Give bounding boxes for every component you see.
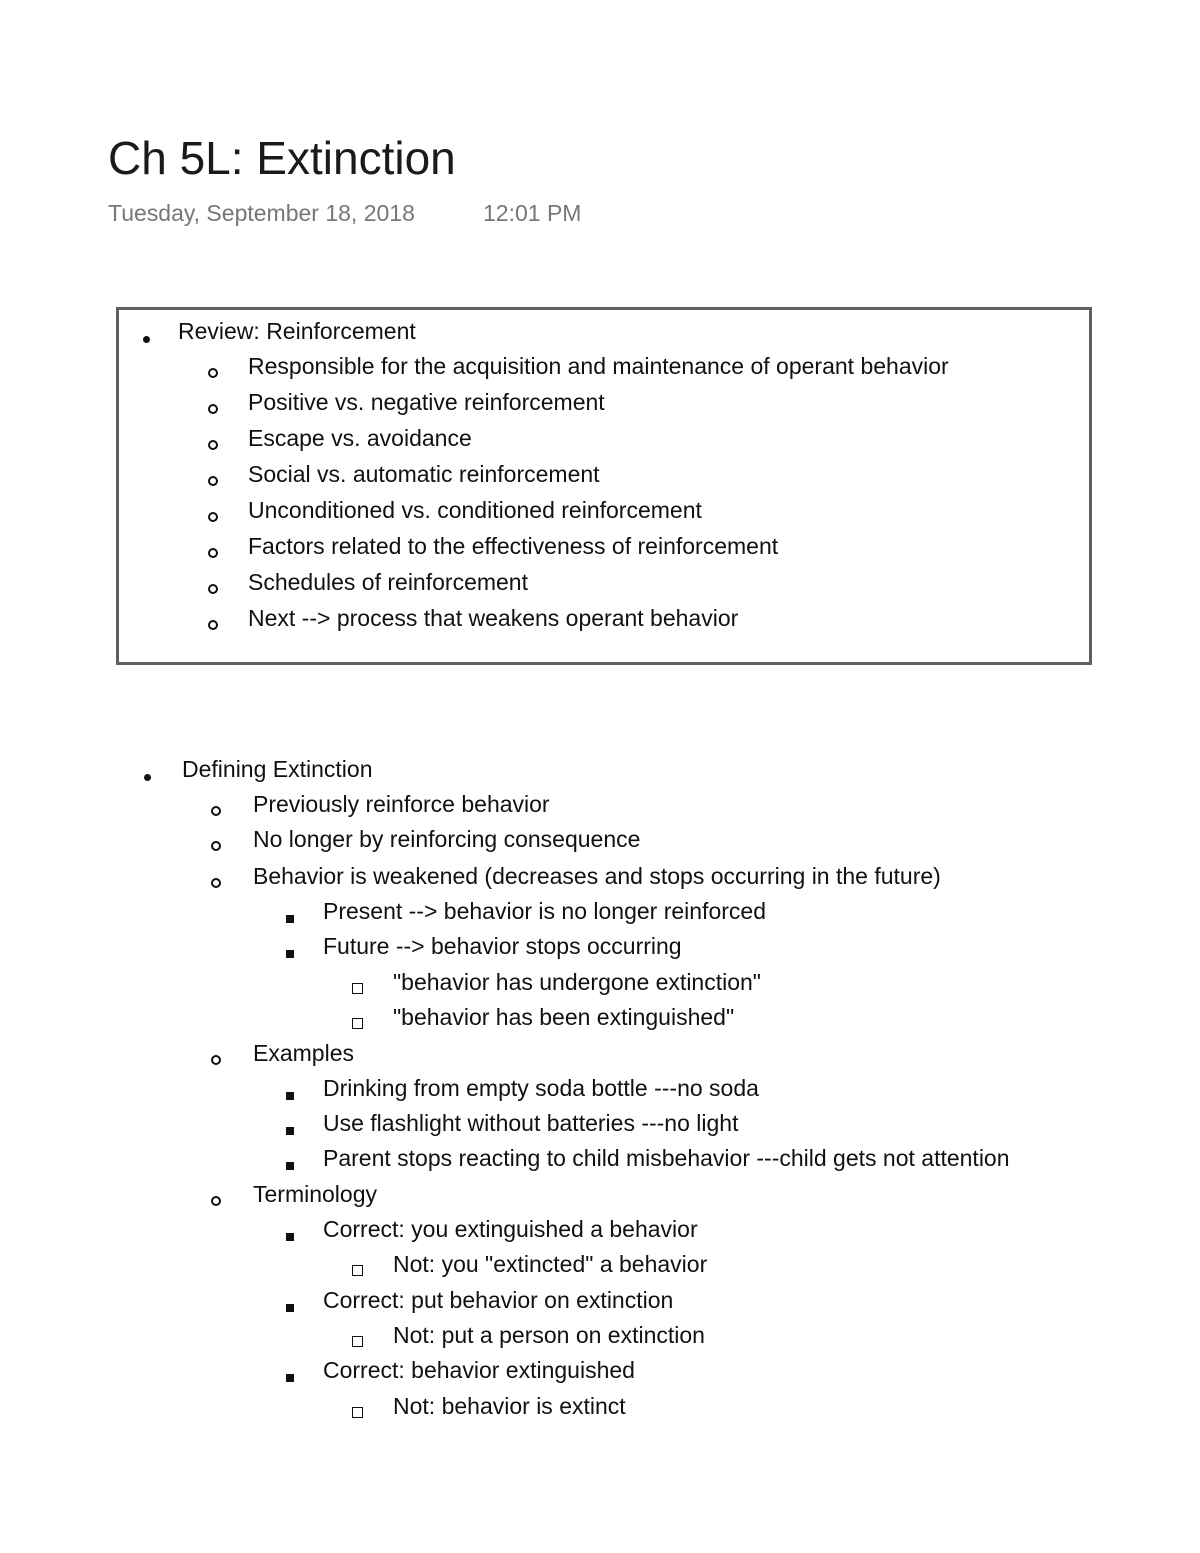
outline-item: Behavior is weakened (decreases and stops occurring in the future) [253,863,941,889]
bullet-hollow-square-icon [347,974,367,1006]
review-item: Responsible for the acquisition and maintenance of operant behavior [248,353,949,379]
review-item: Schedules of reinforcement [248,569,528,595]
bullet-square-icon [280,1362,300,1394]
outline-item: Correct: you extinguished a behavior [323,1216,698,1242]
bullet-circle-icon [203,610,223,642]
outline-item: Not: behavior is extinct [393,1393,626,1419]
bullet-circle-icon [206,1045,226,1077]
outline-item: "behavior has been extinguished" [393,1004,735,1030]
outline-item: Examples [253,1040,354,1066]
bullet-circle-icon [203,574,223,606]
review-item: Social vs. automatic reinforcement [248,461,600,487]
page-title: Ch 5L: Extinction [108,132,456,184]
outline-item: No longer by reinforcing consequence [253,826,641,852]
review-item: Next --> process that weakens operant behavior [248,605,739,631]
review-item: Unconditioned vs. conditioned reinforcement [248,497,702,523]
review-item: Positive vs. negative reinforcement [248,389,605,415]
bullet-circle-icon [203,394,223,426]
bullet-square-icon [280,903,300,935]
outline-item: Not: put a person on extinction [393,1322,705,1348]
outline-item: Correct: put behavior on extinction [323,1287,674,1313]
outline-item: Correct: behavior extinguished [323,1357,635,1383]
bullet-circle-icon [203,430,223,462]
review-item: Escape vs. avoidance [248,425,472,451]
note-date: Tuesday, September 18, 2018 [108,200,415,226]
section-heading: Defining Extinction [182,756,373,782]
page-bottom-margin [0,1440,1200,1553]
outline-item: Previously reinforce behavior [253,791,550,817]
bullet-dot-icon [137,761,157,793]
bullet-circle-icon [203,466,223,498]
bullet-circle-icon [206,1186,226,1218]
bullet-circle-icon [206,796,226,828]
outline-item: Present --> behavior is no longer reinforced [323,898,766,924]
bullet-circle-icon [203,538,223,570]
bullet-hollow-square-icon [347,1398,367,1430]
bullet-dot-icon [136,323,156,355]
outline-item: Terminology [253,1181,377,1207]
bullet-circle-icon [203,502,223,534]
note-time: 12:01 PM [483,200,582,226]
outline-item: Future --> behavior stops occurring [323,933,682,959]
bullet-circle-icon [203,358,223,390]
bullet-square-icon [280,1080,300,1112]
bullet-square-icon [280,1115,300,1147]
bullet-circle-icon [206,831,226,863]
outline-item: "behavior has undergone extinction" [393,969,761,995]
review-heading: Review: Reinforcement [178,318,416,344]
outline-item: Parent stops reacting to child misbehavior ---child gets not attention [323,1145,1010,1171]
bullet-circle-icon [206,868,226,900]
outline-item: Use flashlight without batteries ---no light [323,1110,739,1136]
review-item: Factors related to the effectiveness of reinforcement [248,533,779,559]
bullet-square-icon [280,1292,300,1324]
outline-item: Not: you "extincted" a behavior [393,1251,708,1277]
note-meta [108,198,582,228]
outline-item: Drinking from empty soda bottle ---no soda [323,1075,759,1101]
bullet-square-icon [280,1221,300,1253]
bullet-square-icon [280,938,300,970]
